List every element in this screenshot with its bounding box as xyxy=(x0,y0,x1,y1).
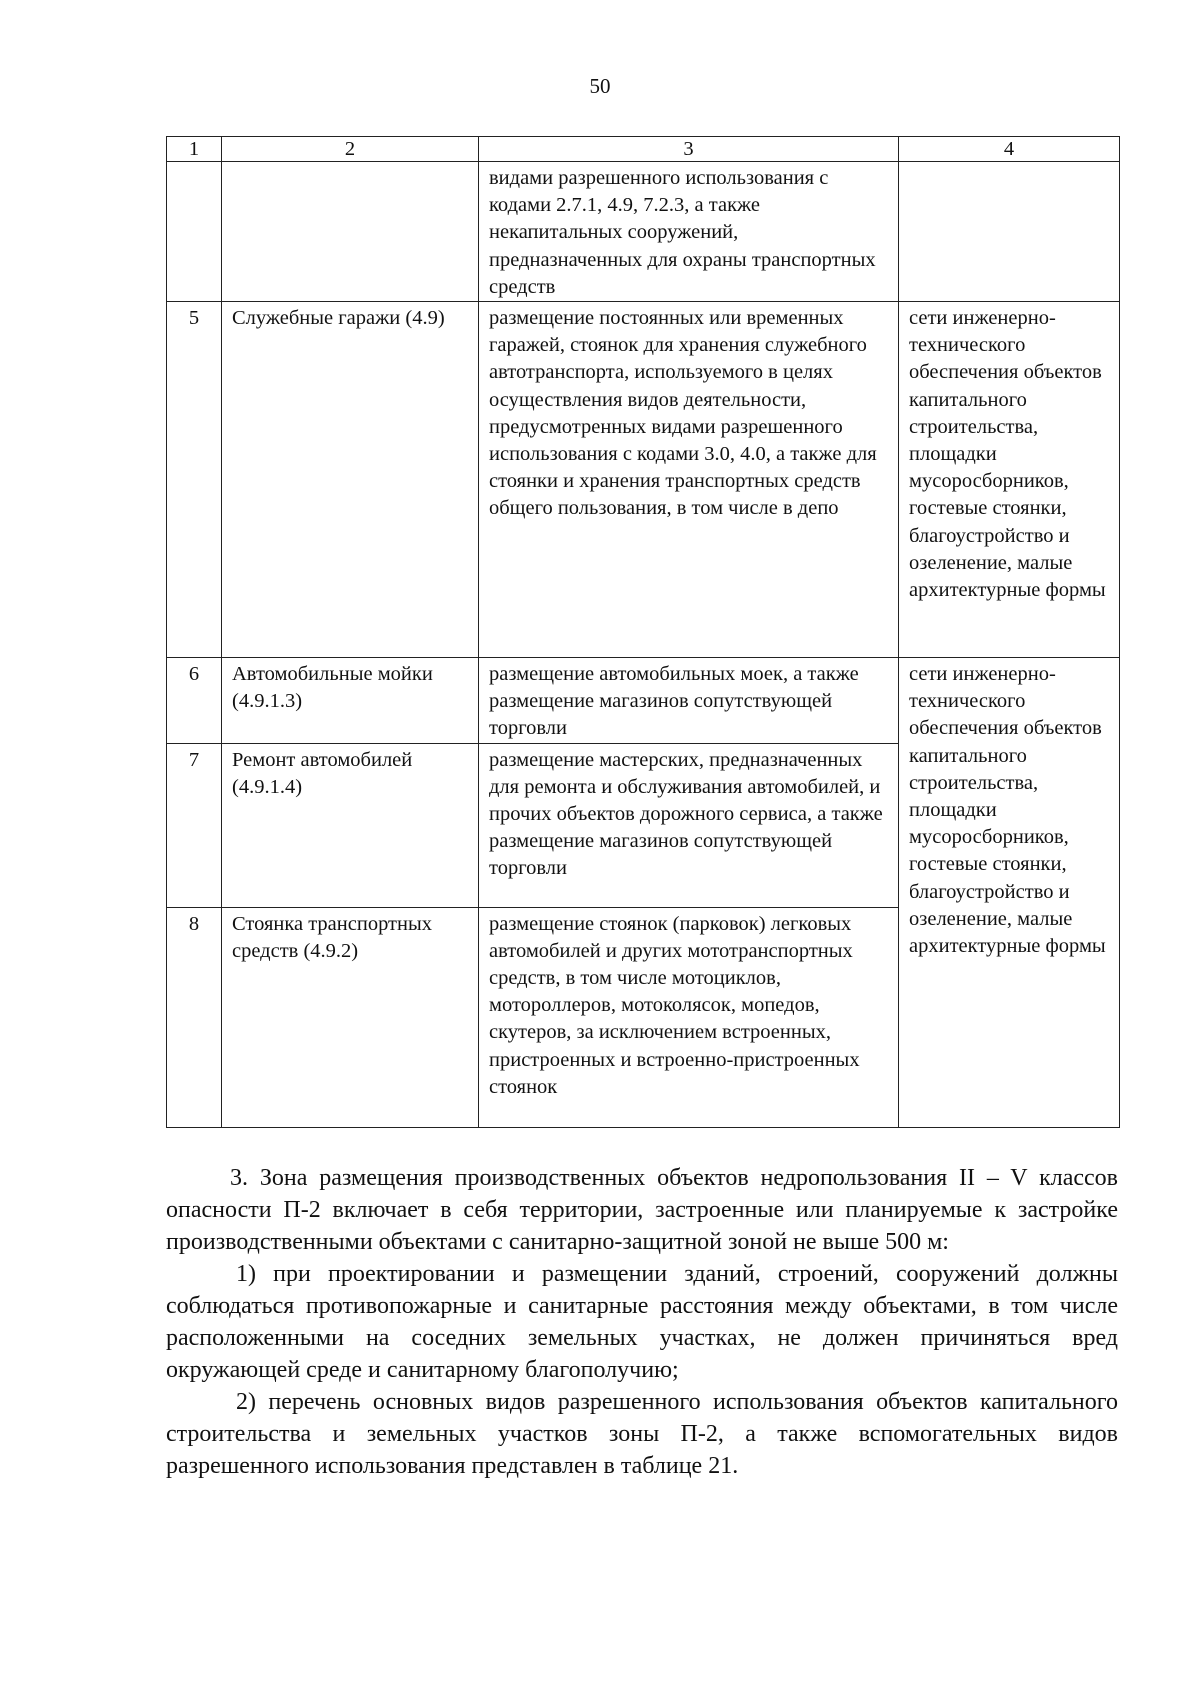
row-auxiliary-merged: сети инженерно-технического обеспечения объектов капитального строительства, площадки мусоросборников, гостевые стоянки, благоустройство и озеленение, малые архитектурные формы xyxy=(899,658,1120,1128)
paragraph-item-2: 2) перечень основных видов разрешенного использования объектов капитального строительства и земельных участков зоны П-2, а также вспомогательных видов разрешенного использования представлен в таблице 21. xyxy=(166,1389,1118,1479)
row-description: видами разрешенного использования с кодами 2.7.1, 4.9, 7.2.3, а также некапитальных сооружений, предназначенных для охраны транспортных средств xyxy=(479,162,899,302)
header-cell-3: 3 xyxy=(479,137,899,162)
table-header-row xyxy=(167,137,1120,162)
row-name: Ремонт автомобилей (4.9.1.4) xyxy=(222,743,479,907)
paragraph-item-1: 1) при проектировании и размещении зданий, строений, сооружений должны соблюдаться противопожарные и санитарные расстояния между объектами, в том числе расположенными на соседних земельных участках, не должен причиняться вред окружающей среде и санитарному благополучию; xyxy=(166,1261,1118,1383)
row-name: Стоянка транспортных средств (4.9.2) xyxy=(222,907,479,1127)
body-text xyxy=(166,1162,1118,1482)
permitted-use-table xyxy=(166,136,1120,1128)
row-number xyxy=(167,162,222,302)
row-number: 7 xyxy=(167,743,222,907)
row-description: размещение автомобильных моек, а также размещение магазинов сопутствующей торговли xyxy=(479,658,899,744)
table-row-continuation xyxy=(167,162,1120,302)
row-description: размещение постоянных или временных гаражей, стоянок для хранения служебного автотранспорта, используемого в целях осуществления видов деятельности, предусмотренных видами разрешенного использования с кодами 3.0, 4.0, а также для стоянки и хранения транспортных средств общего пользования, в том числе в депо xyxy=(479,302,899,658)
row-name xyxy=(222,162,479,302)
row-number: 6 xyxy=(167,658,222,744)
row-auxiliary: сети инженерно-технического обеспечения объектов капитального строительства, площадки мусоросборников, гостевые стоянки, благоустройство и озеленение, малые архитектурные формы xyxy=(899,302,1120,658)
header-cell-1: 1 xyxy=(167,137,222,162)
header-cell-4: 4 xyxy=(899,137,1120,162)
row-auxiliary xyxy=(899,162,1120,302)
header-cell-2: 2 xyxy=(222,137,479,162)
row-number: 5 xyxy=(167,302,222,658)
page-number: 50 xyxy=(589,74,611,98)
row-number: 8 xyxy=(167,907,222,1127)
row-description: размещение мастерских, предназначенных для ремонта и обслуживания автомобилей, и прочих объектов дорожного сервиса, а также размещение магазинов сопутствующей торговли xyxy=(479,743,899,907)
table-row xyxy=(167,658,1120,744)
paragraph-zone-p2: 3. Зона размещения производственных объектов недропользования II – V классов опасности П-2 включает в себя территории, застроенные или планируемые к застройке производственными объектами с санитарно-защитной зоной не выше 500 м: xyxy=(166,1165,1118,1255)
table-row xyxy=(167,302,1120,658)
row-description: размещение стоянок (парковок) легковых автомобилей и других мототранспортных средств, в том числе мотоциклов, мотороллеров, мотоколясок, мопедов, скутеров, за исключением встроенных, пристроенных и встроенно-пристроенных стоянок xyxy=(479,907,899,1127)
row-name: Служебные гаражи (4.9) xyxy=(222,302,479,658)
row-name: Автомобильные мойки (4.9.1.3) xyxy=(222,658,479,744)
